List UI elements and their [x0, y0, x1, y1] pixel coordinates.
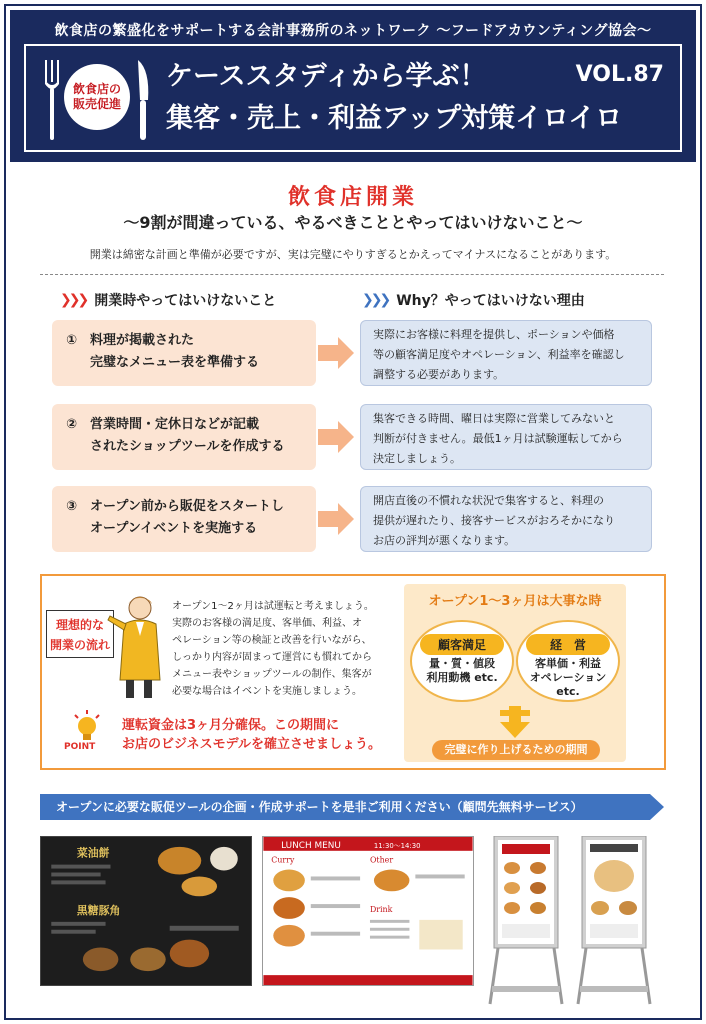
- ideal-flow-box: [40, 574, 666, 770]
- reason-item-1: [360, 320, 652, 386]
- ideal-flow-label-line1: 理想的な: [55, 618, 104, 632]
- management-oval: [516, 620, 620, 702]
- oval-line1: 量・質・値段: [429, 657, 495, 670]
- header-title: [166, 56, 622, 140]
- reason-line3: 調整する必要があります。: [373, 368, 505, 381]
- item-line1: 営業時間・定休日などが記載: [90, 417, 260, 432]
- section-description: 開業は綿密な計画と準備が必要ですが、実は完璧にやりすぎるとかえってマイナスになることがあります。: [89, 248, 617, 261]
- menu-stand-sample-1: [488, 836, 564, 1006]
- reason-line1: 実際にお客様に料理を提供し、ポーションや価格: [373, 328, 615, 341]
- lunch-menu-time: 11:30～14:30: [373, 841, 421, 850]
- ideal-flow-label-line2: 開業の流れ: [49, 638, 110, 652]
- lunch-drink-label: Drink: [369, 904, 393, 914]
- oval-head: 経 営: [526, 634, 610, 655]
- promo-badge: [42, 58, 152, 140]
- panel-title: オープン1～3ヶ月は大事な時: [428, 594, 602, 609]
- item-text: [90, 414, 284, 458]
- dont-item-2: [52, 404, 316, 470]
- point-line2: お店のビジネスモデルを確立させましょう。: [122, 737, 381, 752]
- dont-item-1: [52, 320, 316, 386]
- reason-item-2: [360, 404, 652, 470]
- item-number: ①: [66, 333, 78, 348]
- triple-chevron-icon: ❯❯❯: [362, 292, 389, 308]
- knife-icon: [136, 60, 150, 140]
- period-bar: 完璧に作り上げるための期間: [432, 740, 600, 760]
- point-label: POINT: [64, 742, 96, 752]
- section-title: 飲食店開業: [287, 185, 418, 210]
- businesswoman-illustration-icon: [104, 590, 170, 700]
- flow-text-line: ペレーション等の検証と改善を行いながら、: [172, 635, 372, 646]
- lunch-curry-label: Curry: [271, 855, 295, 865]
- dark-menu-name2: 黒糖豚角: [76, 903, 121, 917]
- dotted-divider: [40, 274, 664, 275]
- item-line1: 料理が掲載された: [90, 333, 195, 348]
- item-line2: 完璧なメニュー表を準備する: [90, 355, 260, 370]
- oval-line3: etc.: [556, 685, 580, 698]
- header-tagline: 飲食店の繁盛化をサポートする会計事務所のネットワーク ～フードアカウンティング協会～: [54, 23, 652, 39]
- menu-stand-sample-2: [576, 836, 652, 1006]
- badge-circle: [64, 64, 130, 130]
- oval-line2: 利用動機 etc.: [426, 671, 498, 684]
- triple-chevron-icon: ❯❯❯: [60, 292, 87, 308]
- right-arrow-icon: [316, 333, 356, 373]
- flow-text-line: しっかり内容が固まって運営にも慣れてから: [172, 652, 372, 663]
- right-column-head: [362, 290, 585, 310]
- badge-line1: 飲食店の: [72, 82, 121, 96]
- right-arrow-icon: [316, 417, 356, 457]
- point-line1: 運転資金は3ヶ月分確保。この期間に: [122, 718, 340, 733]
- item-text: [90, 330, 259, 374]
- lightbulb-icon: [72, 710, 102, 742]
- item-number: ②: [66, 417, 78, 432]
- item-line2: オープンイベントを実施する: [90, 521, 258, 536]
- important-period-panel: [404, 584, 626, 762]
- dark-menu-name1: 菜油餅: [76, 846, 110, 860]
- point-text: [122, 716, 381, 754]
- section-subtitle: ～9割が間違っている、やるべきこととやってはいけないこと～: [123, 213, 583, 232]
- reason-line1: 集客できる時間、曜日は実際に営業してみないと: [373, 412, 615, 425]
- flow-text-line: 実際のお客様の満足度、客単価、利益、オ: [172, 618, 362, 629]
- reason-line2: 提供が遅れたり、接客サービスがおろそかになり: [373, 514, 615, 527]
- dark-menu-sample: [40, 836, 252, 986]
- reason-line3: 決定しましょう。: [373, 452, 461, 465]
- oval-line1: 客単価・利益: [535, 657, 601, 670]
- dont-item-3: [52, 486, 316, 552]
- badge-line2: 販売促進: [72, 97, 121, 111]
- down-arrow-icon: [500, 706, 530, 738]
- flow-text-line: 必要な場合はイベントを実施しましょう。: [172, 686, 362, 697]
- lunch-other-label: Other: [369, 855, 394, 865]
- support-banner: オープンに必要な販促ツールの企画・作成サポートを是非ご利用ください（顧問先無料サービス）: [40, 794, 650, 820]
- header-title-line2: 集客・売上・利益アップ対策イロイロ: [166, 103, 623, 134]
- reason-line1: 開店直後の不慣れな状況で集客すると、料理の: [373, 494, 604, 507]
- lunch-menu-sample: [262, 836, 474, 986]
- volume-number: VOL.87: [575, 62, 664, 87]
- right-arrow-icon: [316, 499, 356, 539]
- reason-line2: 判断が付きません。最低1ヶ月は試験運転してから: [373, 432, 623, 445]
- reason-item-3: [360, 486, 652, 552]
- header: [10, 10, 696, 162]
- oval-head: 顧客満足: [420, 634, 504, 655]
- header-title-line1: ケーススタディから学ぶ！: [166, 61, 487, 92]
- flow-description: [172, 598, 392, 700]
- header-title-box: [24, 44, 682, 152]
- oval-line2: オペレーション: [529, 671, 607, 684]
- item-number: ③: [66, 499, 78, 514]
- lunch-menu-title: LUNCH MENU: [281, 840, 341, 851]
- item-line1: オープン前から販促をスタートし: [90, 499, 284, 514]
- item-text: [90, 496, 284, 540]
- item-line2: されたショップツールを作成する: [90, 439, 285, 454]
- left-column-head-text: 開業時やってはいけないこと: [94, 293, 277, 309]
- reason-line2: 等の顧客満足度やオペレーション、利益率を確認し: [373, 348, 625, 361]
- right-column-head-text: Why？やってはいけない理由: [396, 293, 585, 309]
- fork-icon: [44, 60, 60, 140]
- banner-arrow-tip: [650, 794, 664, 820]
- left-column-head: [60, 290, 276, 310]
- flow-text-line: オープン1～2ヶ月は試運転と考えましょう。: [172, 601, 374, 612]
- customer-satisfaction-oval: [410, 620, 514, 702]
- flow-text-line: メニュー表やショップツールの制作、集客が: [172, 669, 372, 680]
- reason-line3: お店の評判が悪くなります。: [373, 534, 516, 547]
